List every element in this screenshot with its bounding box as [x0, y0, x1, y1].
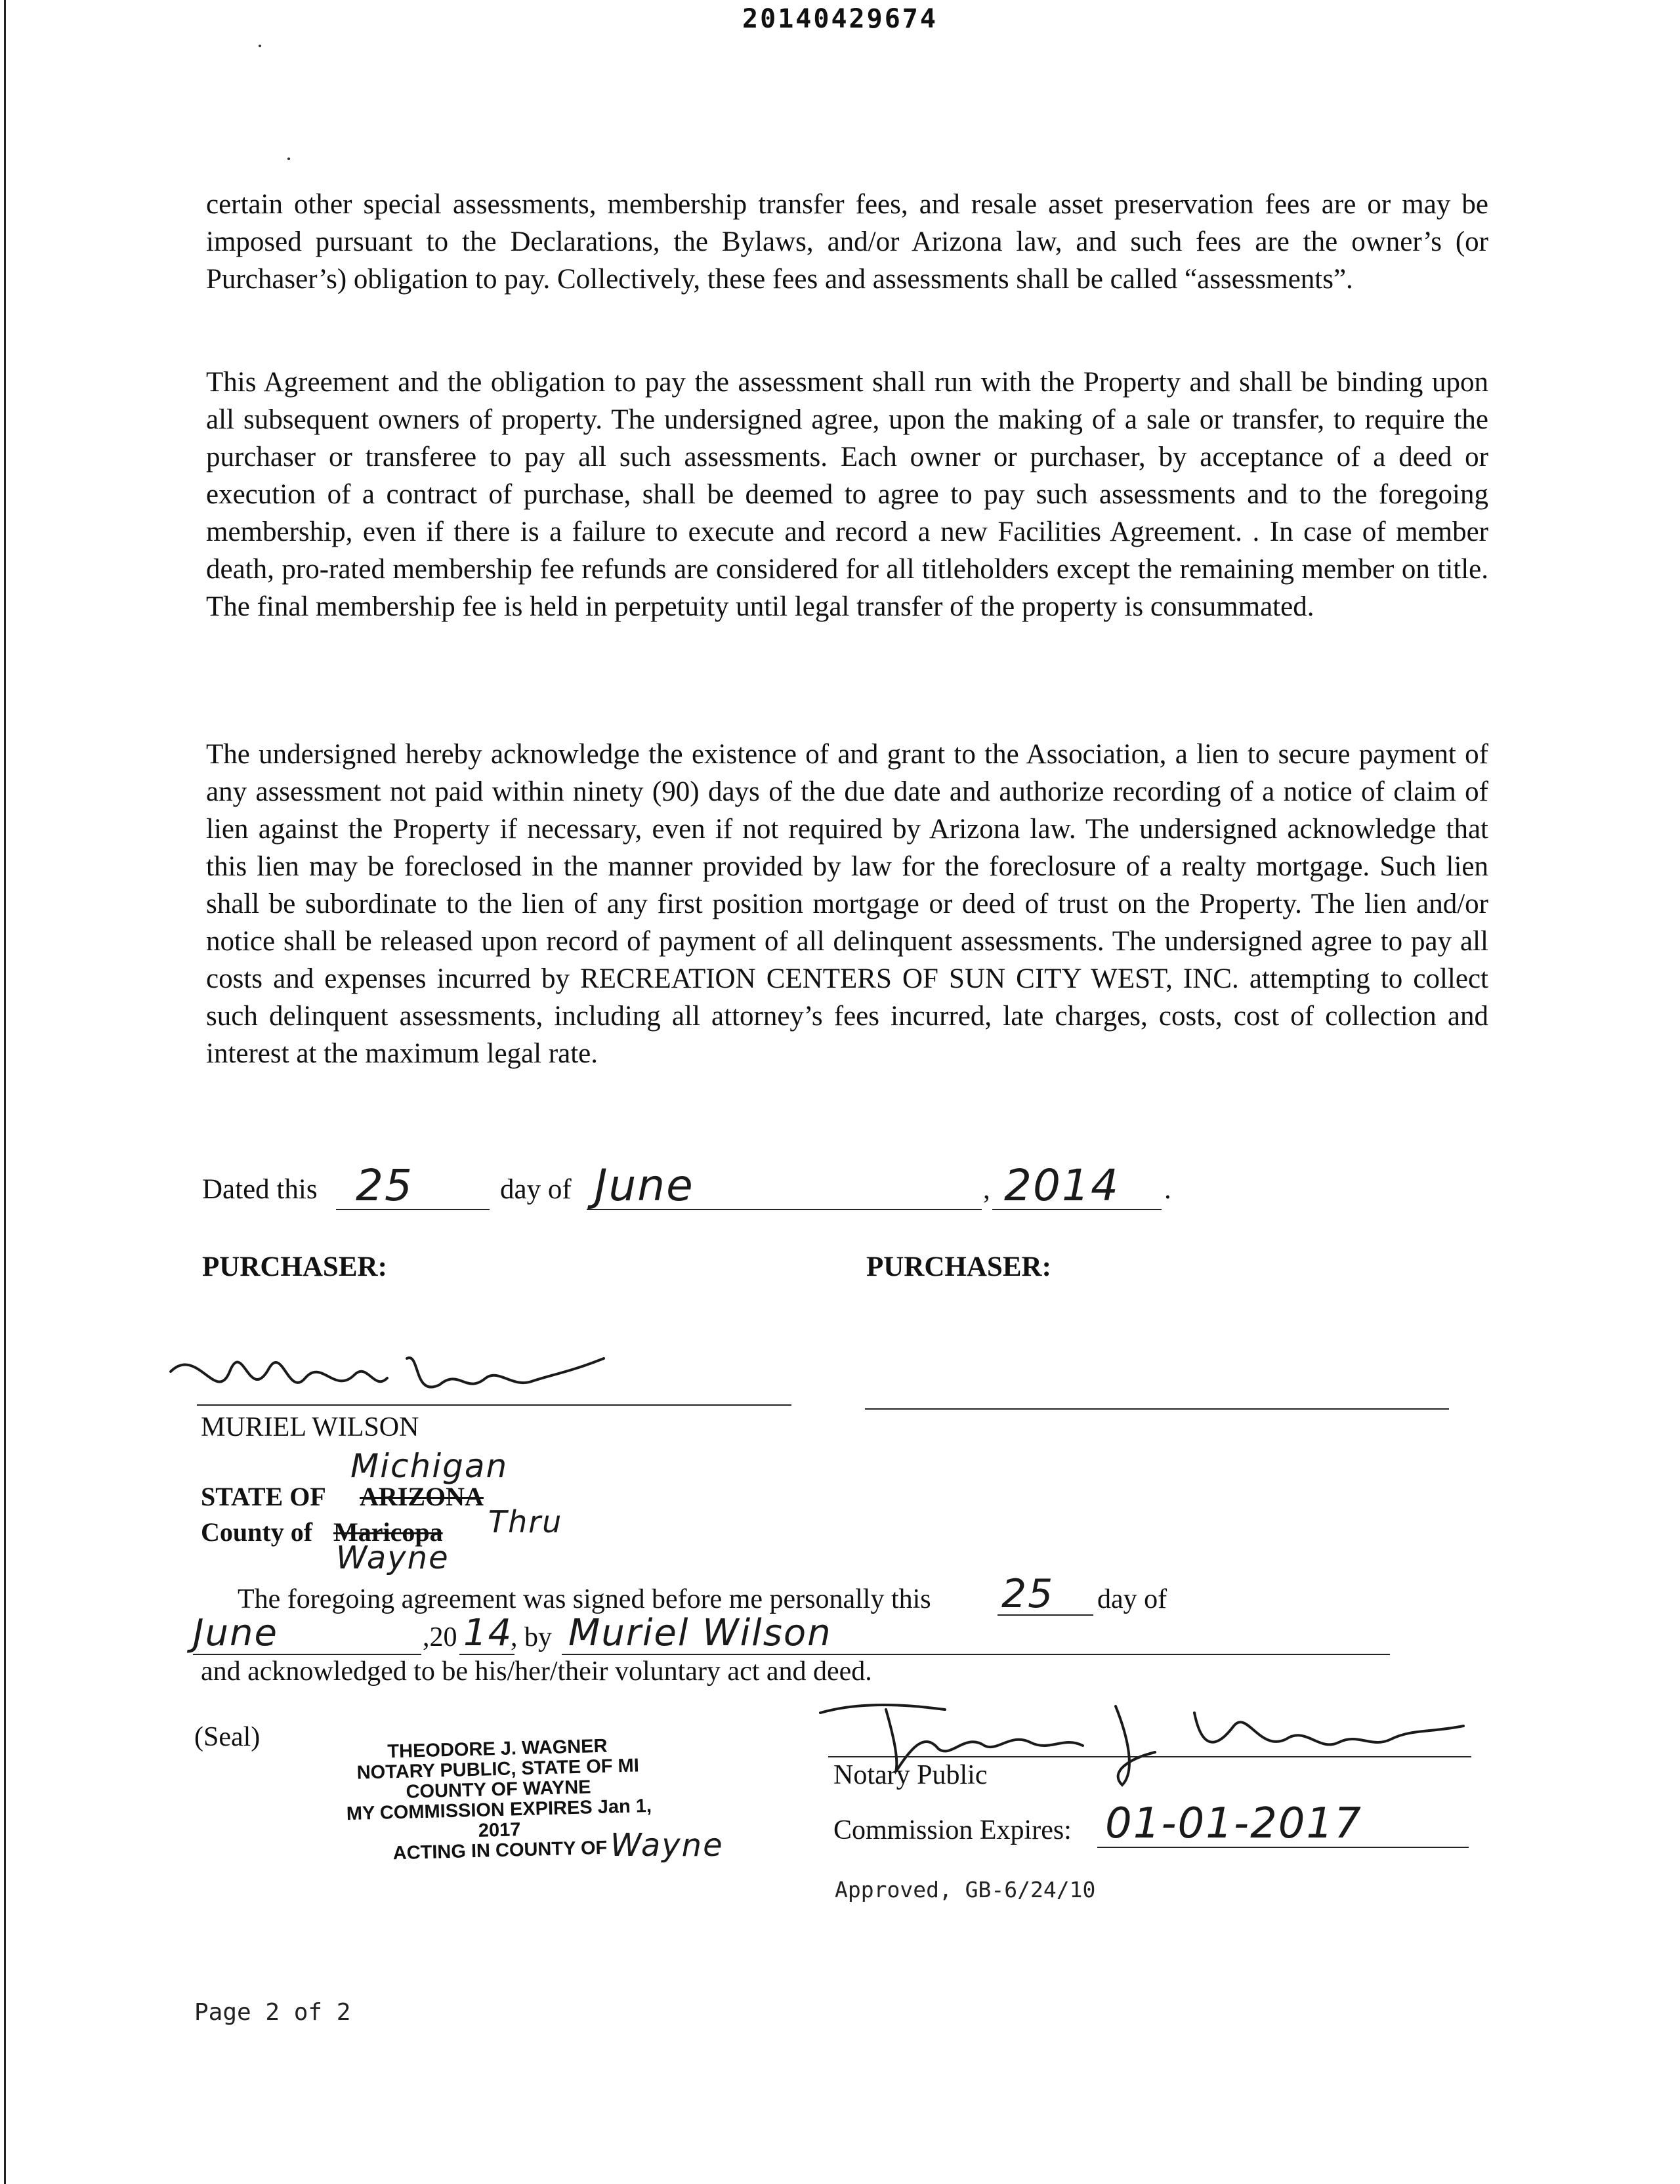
- purchaser-label-right: PURCHASER:: [866, 1251, 1051, 1282]
- approval-code: Approved, GB-6/24/10: [835, 1877, 1096, 1902]
- notary-public-label: Notary Public: [833, 1760, 988, 1790]
- dated-month-handwritten: June: [595, 1160, 694, 1211]
- notary-signer-handwritten: Muriel Wilson: [568, 1612, 832, 1654]
- notary-by-label: , by: [511, 1622, 552, 1652]
- dated-year-handwritten: 2014: [1004, 1160, 1120, 1211]
- acknowledgement-closing: and acknowledged to be his/her/their voluntary act and deed.: [201, 1656, 872, 1687]
- purchaser-printed-name: MURIEL WILSON: [201, 1412, 419, 1442]
- notary-year-prefix: ,20: [423, 1622, 457, 1652]
- dated-period: .: [1164, 1174, 1171, 1205]
- purchaser-label-left: PURCHASER:: [202, 1251, 387, 1282]
- stamp-notary-title: NOTARY PUBLIC, STATE OF MI: [356, 1755, 640, 1784]
- scan-speck: [259, 45, 261, 47]
- dated-day-of: day of: [500, 1174, 572, 1205]
- commission-expires-label: Commission Expires:: [833, 1815, 1072, 1845]
- notary-month-handwritten: June: [193, 1612, 278, 1654]
- county-handwritten-1: Thru: [488, 1504, 563, 1540]
- county-struck-text: Maricopa: [333, 1517, 443, 1547]
- state-label: STATE OF: [201, 1482, 326, 1511]
- notary-year-handwritten: 14: [463, 1612, 513, 1654]
- state-struck-text: ARIZONA: [360, 1482, 484, 1511]
- notary-signature-line: [828, 1756, 1471, 1757]
- notary-day-of: day of: [1097, 1584, 1167, 1614]
- recording-number: 20140429674: [742, 4, 938, 34]
- county-label: County of: [201, 1517, 313, 1547]
- page-number: Page 2 of 2: [194, 1999, 351, 2026]
- state-handwritten: Michigan: [350, 1447, 509, 1485]
- stamp-acting-county-handwritten: Wayne: [610, 1827, 724, 1864]
- dated-comma: ,: [983, 1174, 990, 1205]
- seal-label: (Seal): [194, 1722, 261, 1752]
- scan-speck: [287, 158, 290, 160]
- left-page-edge: [4, 0, 6, 2184]
- paragraph-lien: The undersigned hereby acknowledge the existence of and grant to the Association, a lien to secure payment of any assessment not paid within ninety (90) days of the due date and authorize recording of a notice of claim of lien against the Property if necessary, even if not required by Arizona law. The undersigned acknowledge that this lien may be foreclosed in the manner provided by law for the foreclosure of a realty mortgage. Such lien shall be subordinate to the lien of any first position mortgage or deed of trust on the Property. The lien and/or notice shall be released upon record of payment of all delinquent assessments. The undersigned agree to pay all costs and expenses incurred by RECREATION CENTERS OF SUN CITY WEST, INC. attempting to collect such delinquent assessments, including all attorney’s fees incurred, late charges, costs, cost of collection and interest at the maximum legal rate.: [206, 739, 1488, 1069]
- stamp-county: COUNTY OF WAYNE: [406, 1776, 591, 1803]
- purchaser-signature-line-left: [197, 1404, 791, 1406]
- stamp-acting-county: ACTING IN COUNTY OF: [392, 1837, 608, 1864]
- purchaser-signature-line-right: [865, 1408, 1449, 1410]
- county-handwritten-2: Wayne: [336, 1540, 450, 1576]
- notary-day-handwritten: 25: [1001, 1571, 1055, 1617]
- acknowledgement-sentence: The foregoing agreement was signed before me personally this: [238, 1584, 931, 1614]
- paragraph-assessments: certain other special assessments, membership transfer fees, and resale asset preservation fees are or may be imposed pursuant to the Declarations, the Bylaws, and/or Arizona law, and such fees are the owner’s (or Purchaser’s) obligation to pay. Collectively, these fees and assessments shall be called “assessments”.: [206, 189, 1488, 295]
- paragraph-agreement-obligation: This Agreement and the obligation to pay the assessment shall run with the Property and shall be binding upon all subsequent owners of property. The undersigned agree, upon the making of a sale or transfer, to require the purchaser or transferee to pay all such assessments. Each owner or purchaser, by acceptance of a deed or execution of a contract of purchase, shall be deemed to agree to pay such assessments and to the foregoing membership, even if there is a failure to execute and record a new Facilities Agreement. . In case of member death, pro-rated membership fee refunds are considered for all titleholders except the remaining member on title. The final membership fee is held in perpetuity until legal transfer of the property is consummated.: [206, 367, 1488, 622]
- dated-prefix: Dated this: [202, 1174, 318, 1205]
- commission-expires-handwritten: 01-01-2017: [1105, 1799, 1362, 1848]
- dated-day-handwritten: 25: [356, 1160, 413, 1211]
- stamp-commission-expires: MY COMMISSION EXPIRES Jan 1, 2017: [346, 1795, 652, 1841]
- stamp-notary-name: THEODORE J. WAGNER: [387, 1735, 608, 1763]
